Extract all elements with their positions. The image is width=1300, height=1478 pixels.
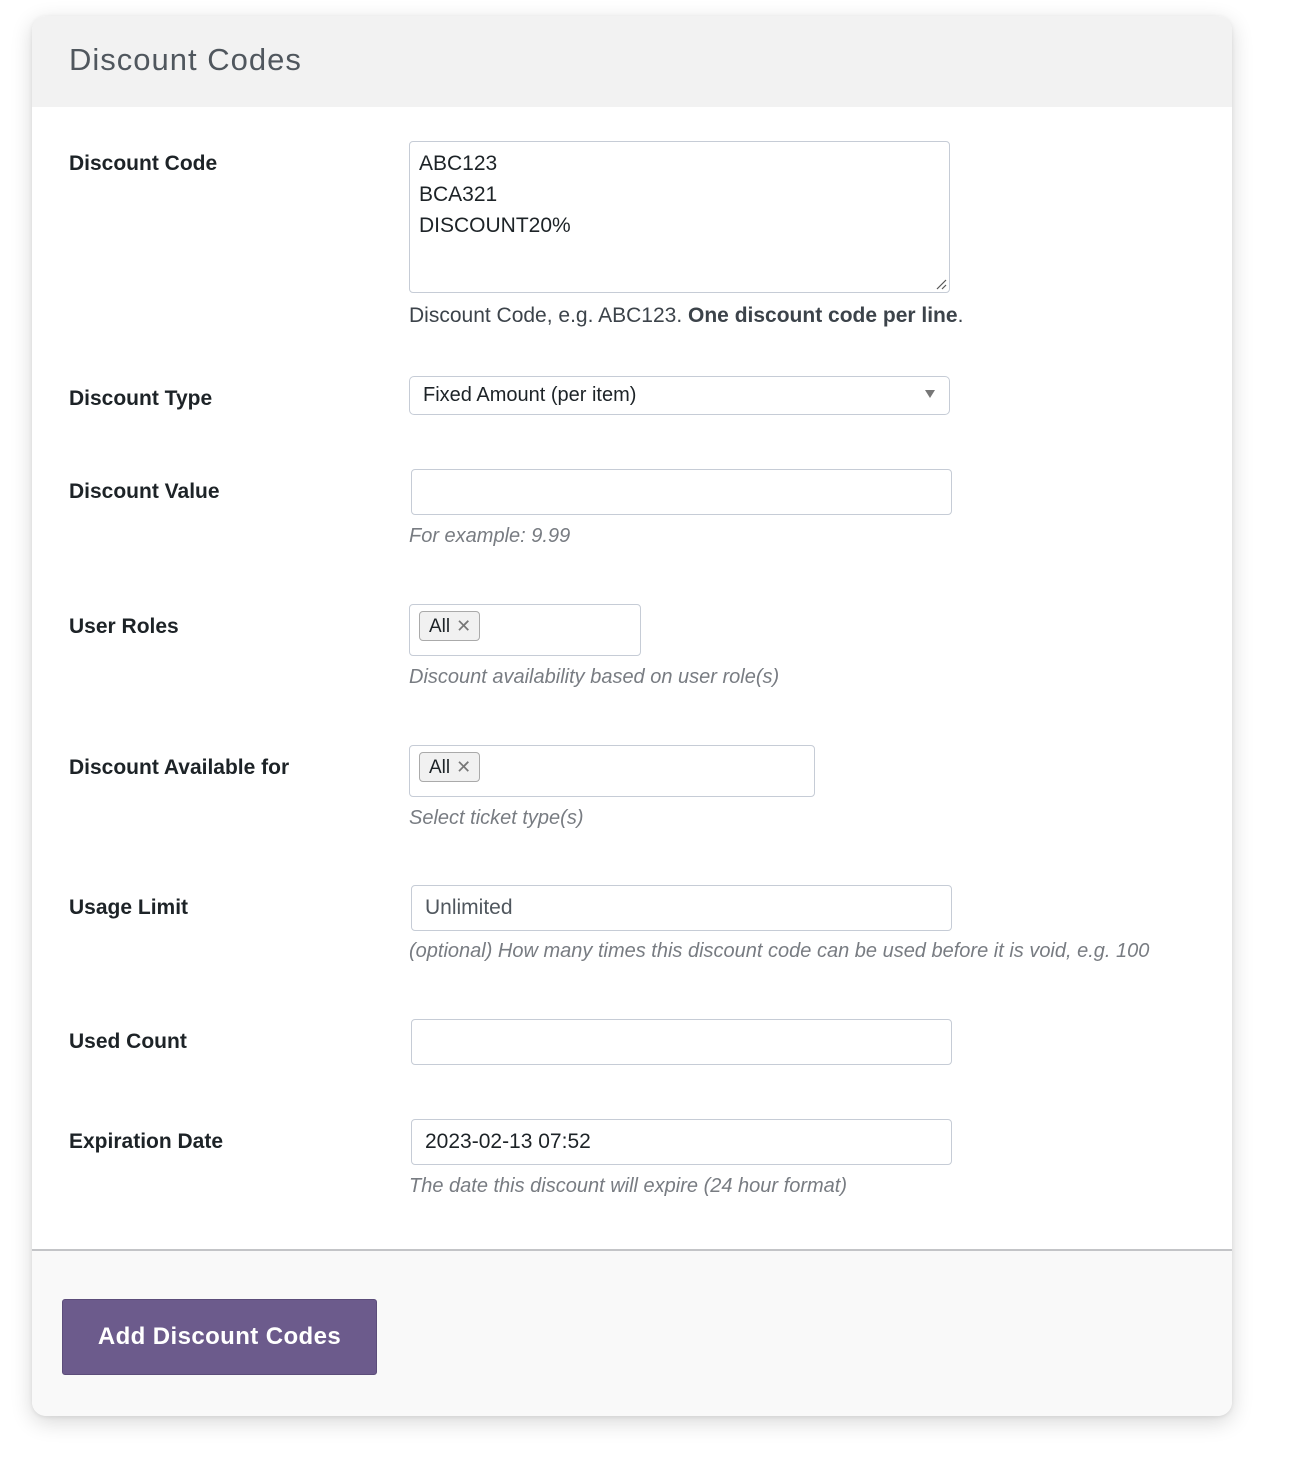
expiration-date-value: 2023-02-13 07:52: [425, 1130, 591, 1153]
ticket-types-tag-label: All: [429, 756, 451, 778]
discount-value-label: Discount Value: [69, 480, 220, 503]
discount-code-textarea[interactable]: [409, 141, 950, 293]
discount-code-description: [409, 304, 963, 328]
discount-code-label: Discount Code: [69, 152, 218, 175]
usage-limit-input[interactable]: [411, 885, 952, 931]
used-count-input[interactable]: [411, 1019, 952, 1065]
panel-footer: [32, 1249, 1232, 1416]
ticket-types-multiselect[interactable]: [409, 745, 815, 797]
ticket-types-tag: [419, 752, 480, 782]
close-icon[interactable]: ✕: [456, 616, 472, 636]
discount-codes-panel: [32, 16, 1232, 1416]
close-icon[interactable]: ✕: [456, 757, 472, 777]
add-discount-codes-button[interactable]: Add Discount Codes: [62, 1299, 377, 1375]
discount-code-line: BCA321: [419, 183, 498, 206]
usage-limit-label: Usage Limit: [69, 896, 189, 919]
discount-code-desc-bold: One discount code per line: [688, 304, 958, 327]
panel-title: Discount Codes: [69, 42, 302, 77]
ticket-types-description: Select ticket type(s): [409, 807, 584, 829]
expiration-date-input[interactable]: [411, 1119, 952, 1165]
expiration-date-label: Expiration Date: [69, 1130, 224, 1153]
expiration-date-description: The date this discount will expire (24 hour format): [409, 1175, 847, 1197]
discount-type-select[interactable]: [409, 376, 950, 415]
usage-limit-description: (optional) How many times this discount code can be used before it is void, e.g. 100: [409, 940, 1150, 962]
user-roles-label: User Roles: [69, 615, 179, 638]
panel-header: [32, 16, 1232, 107]
discount-code-desc-suffix: .: [957, 304, 964, 327]
usage-limit-placeholder: Unlimited: [425, 896, 513, 919]
used-count-label: Used Count: [69, 1030, 187, 1053]
discount-type-selected: Fixed Amount (per item): [423, 384, 637, 406]
user-roles-description: Discount availability based on user role(s): [409, 666, 780, 688]
user-roles-tag-label: All: [429, 615, 451, 637]
discount-code-desc-prefix: Discount Code, e.g. ABC123.: [409, 304, 683, 327]
resize-handle-icon[interactable]: [935, 278, 947, 290]
discount-code-line: ABC123: [419, 152, 498, 175]
discount-value-input[interactable]: [411, 469, 952, 515]
discount-code-line: DISCOUNT20%: [419, 214, 571, 237]
chevron-down-icon: [925, 390, 935, 398]
discount-available-for-label: Discount Available for: [69, 756, 290, 779]
user-roles-multiselect[interactable]: [409, 604, 641, 656]
user-roles-tag: [419, 611, 480, 641]
discount-value-description: For example: 9.99: [409, 525, 571, 547]
discount-type-label: Discount Type: [69, 387, 213, 410]
